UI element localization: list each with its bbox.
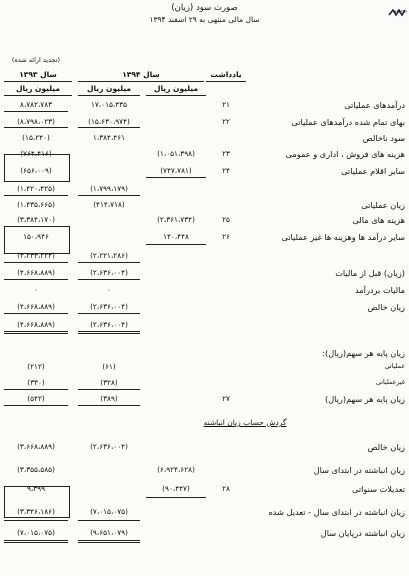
rule bbox=[4, 313, 68, 314]
row-value-1393: (۳،۳۸۴،۱۷۰) bbox=[17, 215, 55, 224]
row-label: (زیان) قبل از مالیات bbox=[335, 268, 405, 278]
accumulated-box bbox=[4, 486, 70, 518]
row-note: ۲۴ bbox=[222, 166, 230, 175]
row-value-1393: (۱،۴۲۰،۴۲۵) bbox=[17, 184, 55, 193]
acc-label: تعدیلات سنواتی bbox=[352, 484, 405, 494]
row-label: هزینه های مالی bbox=[352, 215, 405, 225]
finance-box bbox=[4, 226, 70, 254]
rule bbox=[4, 520, 68, 521]
row-note: ۲۵ bbox=[222, 215, 230, 224]
acc-label: زیان انباشته درپایان سال bbox=[320, 528, 405, 538]
page-subtitle: سال مالی منتهی به ۲۹ اسفند ۱۳۹۴ bbox=[149, 15, 260, 24]
acc-label: زیان خالص bbox=[367, 442, 405, 452]
row-label: هزینه های فروش ، اداری و عمومی bbox=[285, 149, 405, 159]
eps-value-1393: (۲۱۲) bbox=[27, 362, 45, 371]
rule bbox=[4, 279, 68, 280]
acc-label: زیان انباشته در ابتدای سال - تعدیل شده bbox=[268, 507, 405, 517]
rule bbox=[78, 331, 140, 332]
row-value-1394: (۲،۶۳۶،۰۰۴) bbox=[90, 320, 128, 329]
row-value-1394: (۲،۶۳۶،۰۰۴) bbox=[90, 302, 128, 311]
row-note: ۲۳ bbox=[222, 149, 230, 158]
restated-note: (تجدید ارائه شده) bbox=[11, 56, 61, 64]
rule bbox=[78, 279, 140, 280]
row-label: سود ناخالص bbox=[362, 133, 405, 143]
rule bbox=[4, 127, 68, 128]
rule bbox=[78, 313, 140, 314]
rule bbox=[146, 244, 206, 245]
row-label: درآمدهای عملیاتی bbox=[344, 100, 405, 110]
acc-value-1394: (۲،۶۳۶،۰۰۴) bbox=[90, 442, 128, 451]
row-label: بهای تمام شده درآمدهای عملیاتی bbox=[291, 117, 405, 127]
row-value-1393: (۴،۶۶۸،۸۸۹) bbox=[17, 320, 55, 329]
rule bbox=[4, 195, 68, 196]
rule bbox=[78, 389, 140, 390]
unit-1393: میلیون ریال bbox=[15, 84, 60, 93]
acc-value-1394: (۷،۰۱۵،۰۷۵) bbox=[90, 507, 128, 516]
row-label: سایر اقلام عملیاتی bbox=[341, 166, 405, 176]
rule bbox=[146, 497, 206, 498]
row-value-1394: ۱۷،۰۱۵،۴۳۵ bbox=[90, 100, 128, 109]
unit-1394-total: میلیون ریال bbox=[86, 84, 131, 93]
row-inner-1394: ۱۴۰،۴۴۸ bbox=[163, 232, 189, 241]
header-note: یادداشت bbox=[210, 70, 242, 79]
rule bbox=[4, 540, 68, 541]
row-value-1393: ۸،۷۸۲،۷۸۳ bbox=[19, 100, 53, 109]
eps-heading: زیان پایه هر سهم(ریال): bbox=[322, 348, 405, 358]
row-value-1393: (۱۵،۲۴۰) bbox=[22, 133, 50, 142]
eps-value-1393: (۵۴۲) bbox=[27, 394, 45, 403]
acc-value-1393: ۹،۳۹۹ bbox=[26, 484, 46, 493]
acc-value-1393: (۳،۶۶۸،۸۸۹) bbox=[17, 442, 55, 451]
rule bbox=[4, 262, 68, 263]
row-value-1394: (۲،۲۲۱،۲۸۶) bbox=[90, 251, 128, 260]
rule bbox=[146, 177, 206, 178]
row-value-1393: (۴،۶۶۸،۸۸۹) bbox=[17, 302, 55, 311]
row-note: ۲۲ bbox=[222, 117, 230, 126]
row-value-1393: (۶۵۶،۰۰۹) bbox=[20, 166, 52, 175]
row-value-1394: (۱،۷۹۹،۱۷۹) bbox=[90, 184, 128, 193]
eps-label: عملیاتی bbox=[384, 363, 405, 370]
row-value-1393: (۷۶۴،۴۱۶) bbox=[20, 149, 52, 158]
row-note: ۲۶ bbox=[222, 232, 230, 241]
rule bbox=[4, 331, 68, 332]
rule bbox=[4, 111, 68, 112]
rule bbox=[78, 542, 140, 543]
row-value-1393: (۴،۶۶۸،۸۸۹) bbox=[17, 268, 55, 277]
row-label: زیان عملیاتی bbox=[361, 200, 405, 210]
rule bbox=[4, 389, 68, 390]
row-inner-1394: (۱،۰۵۱،۳۹۸) bbox=[157, 149, 195, 158]
eps-value-1394: (۳۲۸) bbox=[100, 378, 118, 387]
row-value-1394: ۱،۳۸۴،۴۶۱ bbox=[92, 133, 126, 142]
acc-label: زیان انباشته در ابتدای سال bbox=[313, 465, 405, 475]
row-label: مالیات بردرآمد bbox=[354, 285, 405, 295]
acc-note: ۲۸ bbox=[222, 484, 230, 493]
acc-value-1393: (۳،۳۴۶،۱۸۶) bbox=[17, 507, 55, 516]
row-value-1393: (۳،۲۳۳،۲۲۴) bbox=[17, 251, 55, 260]
row-value-1393: ۰ bbox=[34, 285, 38, 294]
eps-value-1393: (۳۳۰) bbox=[27, 378, 45, 387]
logo-text: ره‌دو‌دو bbox=[394, 9, 407, 14]
rule bbox=[78, 333, 140, 334]
acc-value-1393: (۳،۳۵۵،۵۸۵) bbox=[17, 465, 55, 474]
unit-1394-detail: میلیون ریال bbox=[153, 84, 198, 93]
row-value-1394: (۱۵،۶۳۰،۹۷۴) bbox=[88, 117, 130, 126]
rule bbox=[78, 127, 140, 128]
rule bbox=[4, 405, 68, 406]
acc-inner-1394: (۶،۹۲۴،۶۲۸) bbox=[157, 465, 195, 474]
row-value-1393: (۸،۷۹۸،۰۲۳) bbox=[17, 117, 55, 126]
acc-inner-1394: (۹۰،۴۴۷) bbox=[162, 484, 190, 493]
eps-value-1394: (۳۸۹) bbox=[100, 394, 118, 403]
eps-label: غیرعملیاتی bbox=[376, 379, 405, 386]
expenses-box bbox=[4, 154, 70, 182]
eps-note: ۲۷ bbox=[222, 394, 230, 403]
row-value-1394: (۲،۶۳۶،۰۰۴) bbox=[90, 268, 128, 277]
row-value-1393: ۱۵۰،۹۴۶ bbox=[23, 232, 49, 241]
rule bbox=[78, 405, 140, 406]
accumulated-heading: گردش حساب زیان انباشته bbox=[203, 418, 287, 427]
acc-value-1393: (۷،۰۱۵،۰۷۵) bbox=[17, 528, 55, 537]
row-label: سایر درآمد ها وهزینه ها غیر عملیاتی bbox=[281, 232, 405, 242]
row-value-1393: (۱،۴۳۵،۶۶۵) bbox=[17, 200, 55, 209]
rule bbox=[78, 195, 140, 196]
rule bbox=[78, 540, 140, 541]
rule bbox=[78, 520, 140, 521]
rule bbox=[4, 542, 68, 543]
row-inner-1394: (۷۴۷،۷۸۱) bbox=[160, 166, 192, 175]
row-value-1394: (۴۱۴،۷۱۸) bbox=[93, 200, 125, 209]
eps-label: زیان پایه هر سهم(ریال) bbox=[325, 394, 405, 404]
rule bbox=[4, 333, 68, 334]
row-note: ۲۱ bbox=[222, 100, 230, 109]
row-label: زیان خالص bbox=[367, 302, 405, 312]
header-year-1393: سال ۱۳۹۳ bbox=[19, 70, 57, 79]
row-value-1394: ۰ bbox=[107, 285, 111, 294]
header-year-1394: سال ۱۳۹۴ bbox=[122, 70, 160, 79]
rule bbox=[78, 262, 140, 263]
page-title: صورت سود (زيان) bbox=[171, 3, 238, 13]
acc-value-1394: (۹،۶۵۱،۰۷۹) bbox=[90, 528, 128, 537]
eps-value-1394: (۶۱) bbox=[102, 362, 116, 371]
row-inner-1394: (۲،۳۶۱،۷۳۴) bbox=[157, 215, 195, 224]
